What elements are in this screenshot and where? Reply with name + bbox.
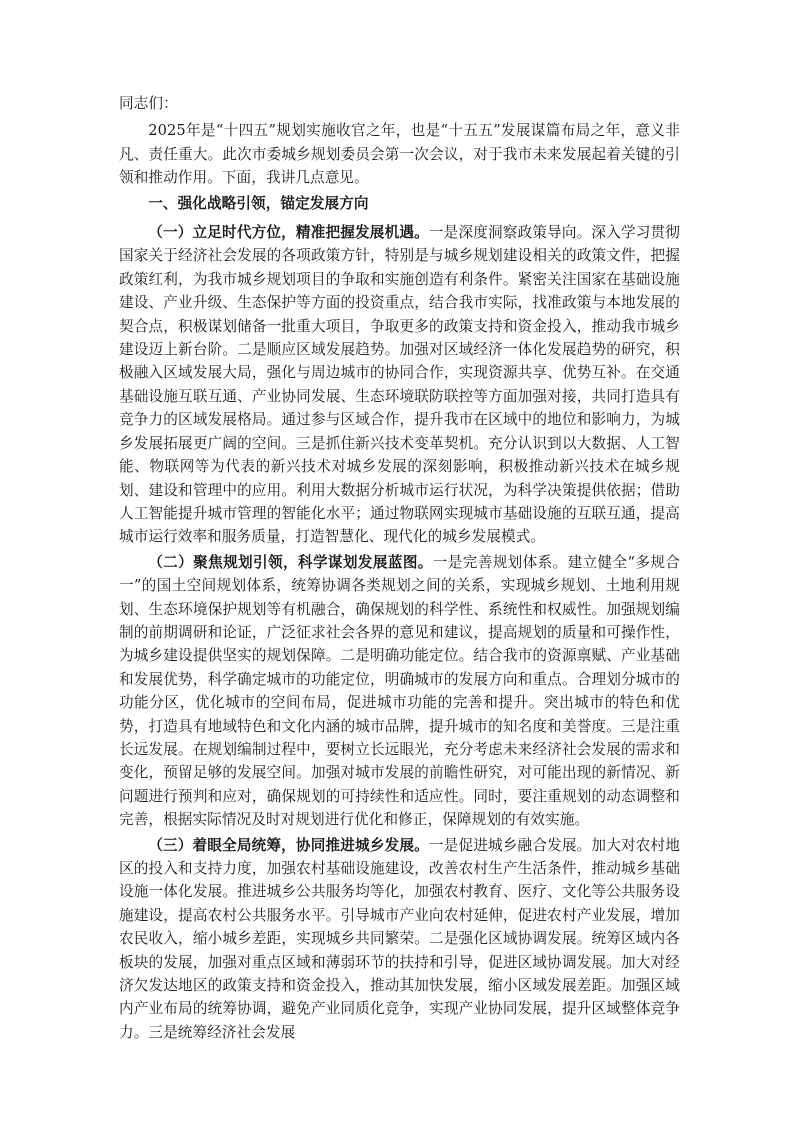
salutation: 同志们： — [119, 95, 178, 112]
paragraph-3-body: 一是促进城乡融合发展。加大对农村地区的投入和支持力度，加强农村基础设施建设，改善农村生产生活条件，推动城乡基础设施一体化发展。推进城乡公共服务均等化，加强农村教育、医疗、文化等公共服务设施建设，提高农村公共服务水平。引导城市产业向农村延伸，促进农村产业发展，增加农民收入，缩小城乡差距，实现城乡共同繁荣。二是强化区域协调发展。统筹区域内各板块的发展，加强对重点区域和薄弱环节的扶持和引导，促进区域协调发展。加大对经济欠发达地区的政策支持和资金投入，推动其加快发展，缩小区域发展差距。加强区域内产业布局的统筹协调，避免产业同质化竞争，实现产业协同发展，提升区域整体竞争力。三是统筹经济社会发展 — [119, 836, 680, 1041]
paragraph-2-body: 一是完善规划体系。建立健全“多规合一”的国土空间规划体系，统筹协调各类规划之间的关系，实现城乡规划、土地利用规划、生态环境保护规划等有机融合，确保规划的科学性、系统性和权威性。加强规划编制的前期调研和论证，广泛征求社会各界的意见和建议，提高规划的质量和可操作性，为城乡建设提供坚实的规划保障。二是明确功能定位。结合我市的资源禀赋、产业基础和发展优势，科学确定城市的功能定位，明确城市的发展方向和重点。合理划分城市的功能分区，优化城市的空间布局，促进城市功能的完善和提升。突出城市的特色和优势，打造具有地域特色和文化内涵的城市品牌，提升城市的知名度和美誉度。三是注重长远发展。在规划编制过程中，要树立长远眼光，充分考虑未来经济社会发展的需求和变化，预留足够的发展空间。加强对城市发展的前瞻性研究，对可能出现的新情况、新问题进行预判和应对，确保规划的可持续性和适应性。同时，要注重规划的动态调整和完善，根据实际情况及时对规划进行优化和修正，保障规划的有效实施。 — [119, 553, 680, 829]
paragraph-1 — [119, 221, 680, 549]
document-page — [119, 92, 680, 1044]
section-heading-1: 一、强化战略引领，锚定发展方向 — [148, 194, 369, 212]
intro-paragraph: 2025年是“十四五”规划实施收官之年，也是“十五五”发展谋篇布局之年，意义非凡、责任重大。此次市委城乡规划委员会第一次会议，对于我市未来发展起着关键的引领和推动作用。下面，我讲几点意见。 — [119, 122, 680, 187]
paragraph-2-subhead: （二）聚焦规划引领，科学谋划发展蓝图。 — [148, 553, 433, 571]
paragraph-3 — [119, 834, 680, 1045]
paragraph-1-subhead: （一）立足时代方位，精准把握发展机遇。 — [148, 224, 429, 242]
paragraph-3-subhead: （三）着眼全局统筹，协同推进城乡发展。 — [148, 836, 429, 854]
paragraph-1-body: 一是深度洞察政策导向。深入学习贯彻国家关于经济社会发展的各项政策方针，特别是与城乡规划建设相关的政策文件，把握政策红利，为我市城乡规划项目的争取和实施创造有利条件。紧密关注国家在基础设施建设、产业升级、生态保护等方面的投资重点，结合我市实际，找准政策与本地发展的契合点，积极谋划储备一批重大项目，争取更多的政策支持和资金投入，推动我市城乡建设迈上新台阶。二是顺应区域发展趋势。加强对区域经济一体化发展趋势的研究，积极融入区域发展大局，强化与周边城市的协同合作，实现资源共享、优势互补。在交通基础设施互联互通、产业协同发展、生态环境联防联控等方面加强对接，共同打造具有竞争力的区域发展格局。通过参与区域合作，提升我市在区域中的地位和影响力，为城乡发展拓展更广阔的空间。三是抓住新兴技术变革契机。充分认识到以大数据、人工智能、物联网等为代表的新兴技术对城乡发展的深刻影响，积极推动新兴技术在城乡规划、建设和管理中的应用。利用大数据分析城市运行状况，为科学决策提供依据；借助人工智能提升城市管理的智能化水平；通过物联网实现城市基础设施的互联互通，提高城市运行效率和服务质量，打造智慧化、现代化的城乡发展模式。 — [119, 224, 680, 546]
paragraph-2 — [119, 551, 680, 832]
